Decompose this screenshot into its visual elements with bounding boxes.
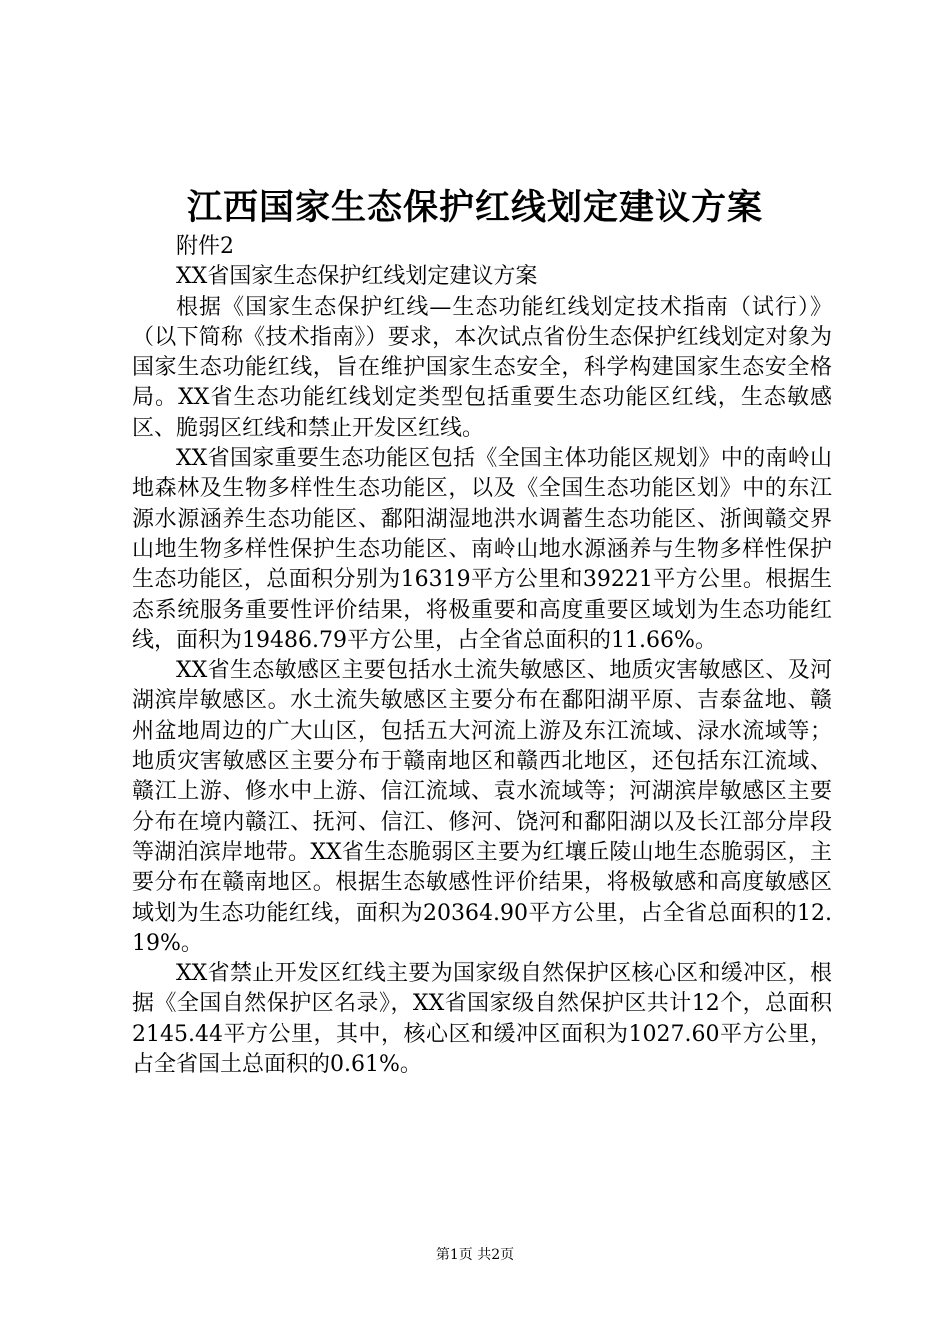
document-body bbox=[132, 232, 832, 1080]
paragraph-3: XX省生态敏感区主要包括水土流失敏感区、地质灾害敏感区、及河湖滨岸敏感区。水土流失敏感区主要分布在鄱阳湖平原、吉泰盆地、赣州盆地周边的广大山区，包括五大河流上游及东江流域、渌水流域等；地质灾害敏感区主要分布于赣南地区和赣西北地区，还包括东江流域、赣江上游、修水中上游、信江流域、袁水流域等；河湖滨岸敏感区主要分布在境内赣江、抚河、信江、修河、饶河和鄱阳湖以及长江部分岸段等湖泊滨岸地带。XX省生态脆弱区主要为红壤丘陵山地生态脆弱区，主要分布在赣南地区。根据生态敏感性评价结果，将极敏感和高度敏感区域划为生态功能红线，面积为20364.90平方公里，占全省总面积的12.19%。 bbox=[132, 658, 832, 956]
document-subtitle: XX省国家生态保护红线划定建议方案 bbox=[176, 264, 538, 290]
page-footer: 第1页 共2页 bbox=[435, 1247, 515, 1263]
paragraph-2: XX省国家重要生态功能区包括《全国主体功能区规划》中的南岭山地森林及生物多样性生态功能区，以及《全国生态功能区划》中的东江源水源涵养生态功能区、鄱阳湖湿地洪水调蓄生态功能区、浙闽赣交界山地生物多样性保护生态功能区、南岭山地水源涵养与生物多样性保护生态功能区，总面积分别为16319平方公里和39221平方公里。根据生态系统服务重要性评价结果，将极重要和高度重要区域划为生态功能红线，面积为19486.79平方公里，占全省总面积的11.66%。 bbox=[132, 446, 832, 653]
paragraph-1: 根据《国家生态保护红线—生态功能红线划定技术指南（试行）》（以下简称《技术指南》）要求，本次试点省份生态保护红线划定对象为国家生态功能红线，旨在维护国家生态安全，科学构建国家生态安全格局。XX省生态功能红线划定类型包括重要生态功能区红线，生态敏感区、脆弱区红线和禁止开发区红线。 bbox=[132, 294, 832, 441]
paragraph-4: XX省禁止开发区红线主要为国家级自然保护区核心区和缓冲区，根据《全国自然保护区名录》，XX省国家级自然保护区共计12个，总面积2145.44平方公里，其中，核心区和缓冲区面积为1027.60平方公里，占全省国土总面积的0.61%。 bbox=[132, 961, 832, 1078]
document-title: 江西国家生态保护红线划定建议方案 bbox=[186, 187, 763, 228]
attachment-label: 附件2 bbox=[176, 234, 234, 259]
